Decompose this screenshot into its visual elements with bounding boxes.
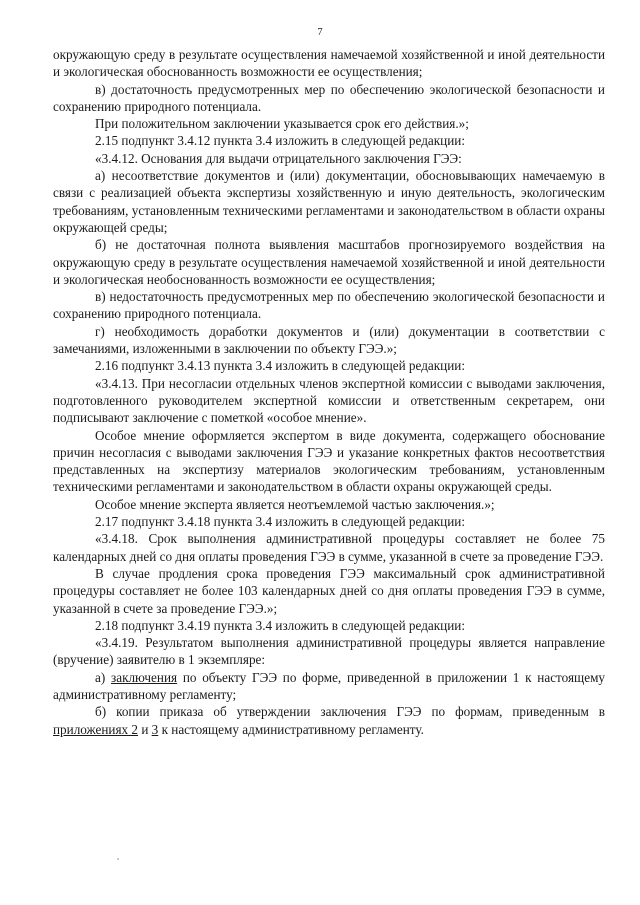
paragraph-prefix: б) копии приказа об утверждении заключения ГЭЭ по формам, приведенным в — [95, 704, 605, 720]
paragraph-prefix: а) — [95, 669, 111, 685]
paragraph: а) несоответствие документов и (или) документации, обосновывающих намечаемую в связи с реализацией объекта экспертизы хозяйственную и иную деятельность, экологическим требованиям, установленным техническими регламентами и законодательством в области охраны окружающей среды; — [53, 168, 605, 235]
paragraph: 2.18 подпункт 3.4.19 пункта 3.4 изложить в следующей редакции: — [95, 617, 466, 633]
paragraph: Особое мнение эксперта является неотъемлемой частью заключения.»; — [95, 496, 495, 512]
paragraph: в) достаточность предусмотренных мер по обеспечению экологической безопасности и сохранению природного потенциала. — [53, 81, 605, 114]
page-number: 7 — [317, 27, 323, 38]
paragraph: в) недостаточность предусмотренных мер по обеспечению экологической безопасности и сохранению природного потенциала. — [53, 289, 605, 322]
paragraph: В случае продления срока проведения ГЭЭ максимальный срок административной процедуры составляет не более 103 календарных дней со дня оплаты проведения ГЭЭ в сумме, указанной в счете за проведение ГЭЭ.»; — [53, 565, 605, 616]
scan-speck — [117, 858, 119, 860]
document-body — [53, 46, 605, 738]
link-zaklyucheniya[interactable]: заключения — [111, 669, 178, 685]
paragraph-rest: по объекту ГЭЭ по форме, приведенной в приложении 1 к настоящему административному регламенту; — [53, 669, 606, 702]
paragraph: 2.15 подпункт 3.4.12 пункта 3.4 изложить в следующей редакции: — [95, 133, 466, 149]
paragraph: 2.16 подпункт 3.4.13 пункта 3.4 изложить в следующей редакции: — [95, 358, 466, 374]
paragraph — [53, 669, 605, 704]
paragraph: окружающую среду в результате осуществления намечаемой хозяйственной и иной деятельности и экологическая обоснованность возможности ее осуществления; — [53, 47, 605, 80]
paragraph: «3.4.18. Срок выполнения административной процедуры составляет не более 75 календарных дней со дня оплаты проведения ГЭЭ в сумме, указанной в счете за проведение ГЭЭ. — [53, 531, 605, 564]
paragraph: «3.4.19. Результатом выполнения административной процедуры является направление (вручение) заявителю в 1 экземпляре: — [53, 635, 605, 668]
link-prilozheniye-3[interactable]: 3 — [151, 721, 159, 737]
paragraph-rest: к настоящему административному регламенту. — [158, 721, 424, 737]
paragraph — [53, 703, 605, 738]
paragraph-connector: и — [138, 721, 152, 737]
paragraph: 2.17 подпункт 3.4.18 пункта 3.4 изложить в следующей редакции: — [95, 514, 466, 530]
link-prilozheniya-2[interactable]: приложениях 2 — [53, 721, 139, 737]
paragraph: При положительном заключении указывается срок его действия.»; — [95, 116, 469, 132]
paragraph: б) не достаточная полнота выявления масштабов прогнозируемого воздействия на окружающую среду в результате осуществления намечаемой хозяйственной и иной деятельности и экологическая необоснованность возможности ее осуществления; — [53, 237, 605, 287]
paragraph: «3.4.12. Основания для выдачи отрицательного заключения ГЭЭ: — [95, 150, 462, 166]
paragraph: Особое мнение оформляется экспертом в виде документа, содержащего обоснование причин несогласия с выводами заключения ГЭЭ и указание конкретных фактов несоответствия представленных на экспертизу материалов экологическим требованиям, установленным техническими регламентами и законодательством в области охраны окружающей среды. — [53, 427, 605, 495]
paragraph: «3.4.13. При несогласии отдельных членов экспертной комиссии с выводами заключения, подготовленного руководителем экспертной комиссии и ответственным секретарем, они подписывают заключение с пометкой «особое мнение». — [53, 375, 605, 426]
paragraph: г) необходимость доработки документов и (или) документации в соответствии с замечаниями, изложенными в заключении по объекту ГЭЭ.»; — [53, 323, 605, 357]
